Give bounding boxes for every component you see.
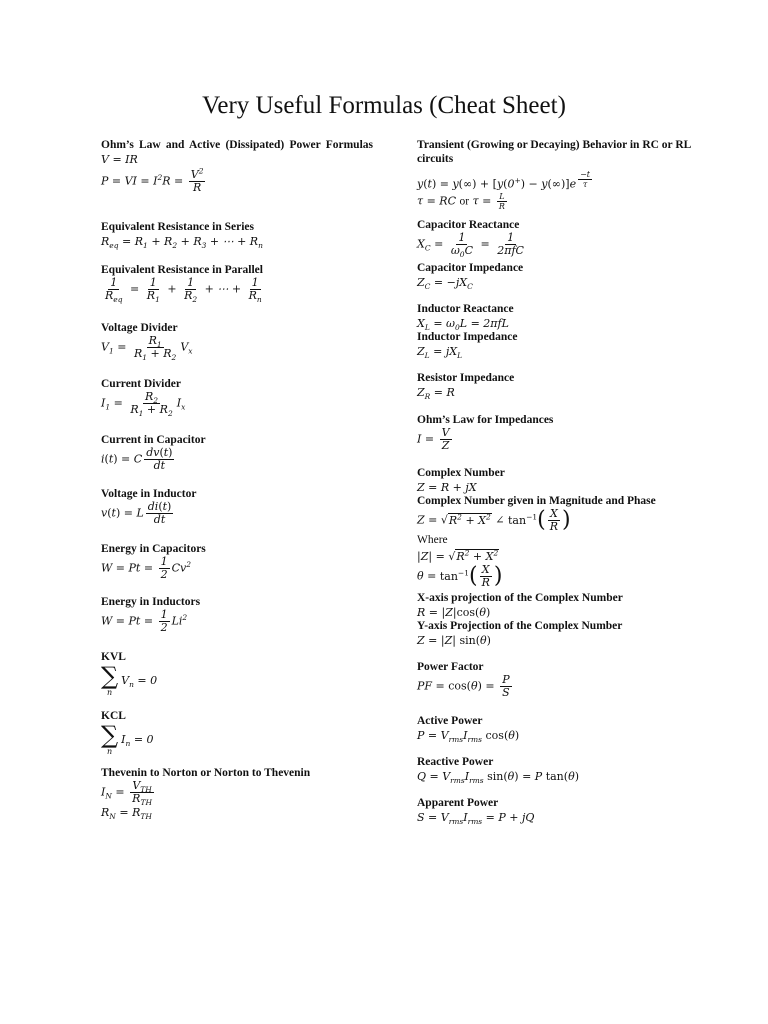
parallel-formula: $\frac{1}{R_{eq}}$ = $\frac{1}{R_1}$ + $\frac{1}{R_2}$ + ⋯ + $\frac{1}{R_n}$ [105, 276, 262, 305]
power-factor-heading: Power Factor [417, 661, 484, 673]
complex-number-formula: Z = R + jX [417, 481, 477, 494]
capacitor-impedance-heading: Capacitor Impedance [417, 262, 524, 274]
apparent-power-heading: Apparent Power [417, 797, 499, 809]
y-projection-heading: Y-axis Projection of the Complex Number [417, 620, 623, 632]
x-projection-formula: R = |Z|cos(θ) [417, 606, 491, 619]
inductor-reactance-heading: Inductor Reactance [417, 303, 514, 315]
page-title: Very Useful Formulas (Cheat Sheet) [202, 92, 566, 119]
inductor-impedance-heading: Inductor Impedance [417, 331, 518, 343]
parallel-heading: Equivalent Resistance in Parallel [101, 264, 263, 276]
kcl-formula: ∑ n $I_n = 0$ [101, 721, 154, 756]
inductor-reactance-section [417, 302, 700, 331]
inductor-energy-heading: Energy in Inductors [101, 596, 201, 608]
where-label: Where [417, 534, 448, 546]
capacitor-reactance-heading: Capacitor Reactance [417, 219, 520, 231]
apparent-power-section [417, 796, 700, 825]
current-divider-heading: Current Divider [101, 378, 181, 390]
capacitor-reactance-formula: $X_C$ = $\frac{1}{\omega_0C}$ = $\frac{1}{\text{2πfC}}$ [417, 231, 524, 260]
ohms-impedance-heading: Ohm’s Law for Impedances [417, 414, 554, 426]
inductor-energy-section [101, 595, 373, 634]
time-constant-formula: τ = RC or τ = $\frac{L}{R}$ [417, 191, 505, 211]
complex-number-section [417, 466, 700, 495]
y-projection-section [417, 619, 700, 648]
apparent-power-formula: $S = V_{rms}I_{rms} = P$ + jQ [417, 811, 535, 827]
kvl-section [101, 650, 373, 698]
ohms-law-section [101, 138, 373, 194]
power-factor-section [417, 660, 700, 699]
reactive-power-formula: $Q = V_{rms}I_{rms}$ sin(θ) = P tan(θ) [417, 770, 579, 786]
kcl-section [101, 709, 373, 757]
capacitor-impedance-section [417, 261, 700, 290]
active-power-section [417, 714, 700, 743]
phase-formula: $\theta = \tan^{-1}$( $\frac{X}{R}$ ) [417, 563, 503, 589]
norton-resistance-formula: $R_N = R_{TH}$ [101, 806, 152, 822]
inductor-energy-formula: W = Pt = $\frac{1}{2}$ Li$^2$ [101, 608, 188, 634]
transient-heading: Transient (Growing or Decaying) Behavior in RC or RL circuits [417, 139, 691, 165]
complex-magnitude-section [417, 494, 700, 589]
active-power-heading: Active Power [417, 715, 483, 727]
resistor-impedance-heading: Resistor Impedance [417, 372, 515, 384]
or-word: or [459, 195, 470, 207]
transient-formula: y(t) = y(∞) + [y(0+) − y(∞)]e $^{\frac{-t}{\tau}}$ [417, 170, 590, 191]
active-power-formula: $P = V_{rms}I_{rms}$ cos(θ) [417, 729, 520, 745]
series-formula: $R_{eq} = R_1 + R_2 + R_3$ + ⋯ + $R_n$ [101, 235, 263, 251]
thevenin-heading: Thevenin to Norton or Norton to Thevenin [101, 767, 311, 779]
resistor-impedance-section [417, 371, 700, 400]
resistor-impedance-formula: $Z_R = R$ [417, 386, 455, 402]
norton-current-formula: $I_N$ = $\frac{V_{TH}}{R_{TH}}$ [101, 779, 152, 808]
capacitor-energy-section [101, 542, 373, 581]
inductor-reactance-formula: $X_L = \omega_0L = 2\pi fL$ [417, 317, 509, 333]
ohms-law-heading: Ohm’s Law and Active (Dissipated) Power Formulas [101, 139, 373, 151]
voltage-divider-heading: Voltage Divider [101, 322, 178, 334]
capacitor-reactance-section [417, 218, 700, 260]
kvl-heading: KVL [101, 651, 126, 663]
y-projection-formula: Z = |Z| sin(θ) [417, 634, 491, 647]
transient-section [417, 138, 700, 211]
ohms-law-formula: V = IR [101, 153, 138, 166]
magnitude-formula: $|Z| = √R^2 + X^2$ [417, 548, 499, 563]
parallel-section [101, 263, 373, 305]
series-heading: Equivalent Resistance in Series [101, 221, 255, 233]
power-factor-formula: PF = cos(θ) = $\frac{P}{S}$ [417, 673, 510, 699]
voltage-divider-section [101, 321, 373, 363]
inductor-voltage-heading: Voltage in Inductor [101, 488, 197, 500]
x-projection-heading: X-axis projection of the Complex Number [417, 592, 623, 604]
inductor-voltage-section [101, 487, 373, 526]
ohms-impedance-section [417, 413, 700, 452]
thevenin-section [101, 766, 373, 820]
kcl-heading: KCL [101, 710, 126, 722]
current-divider-section [101, 377, 373, 419]
complex-magnitude-heading: Complex Number given in Magnitude and Phase [417, 495, 656, 507]
inductor-impedance-section [417, 330, 700, 359]
inductor-impedance-formula: $Z_L = jX_L$ [417, 345, 463, 361]
series-section [101, 220, 373, 249]
voltage-divider-formula: $V_1$ = $\frac{R_1}{R_1 + R_2}$ $V_x$ [101, 334, 193, 363]
complex-number-heading: Complex Number [417, 467, 505, 479]
complex-magnitude-formula: $Z = √R^2 + X^2$ ∠ $\tan^{-1}$( $\frac{X}{R}$ ) [417, 507, 571, 533]
kvl-formula: ∑ n $V_n = 0$ [101, 662, 158, 697]
power-formula: P = VI = $I^2R$ = $\frac{V^2}{R}$ [101, 166, 204, 194]
reactive-power-heading: Reactive Power [417, 756, 494, 768]
capacitor-current-formula: i(t) = C $\frac{dv(t)}{dt}$ [101, 446, 173, 472]
reactive-power-section [417, 755, 700, 784]
inductor-voltage-formula: v(t) = L $\frac{di(t)}{dt}$ [101, 500, 172, 526]
capacitor-current-heading: Current in Capacitor [101, 434, 206, 446]
capacitor-energy-formula: W = Pt = $\frac{1}{2}$ Cv$^2$ [101, 555, 191, 581]
x-projection-section [417, 591, 700, 620]
capacitor-impedance-formula: $Z_C = -jX_C$ [417, 276, 473, 292]
capacitor-energy-heading: Energy in Capacitors [101, 543, 206, 555]
ohms-impedance-formula: I = $\frac{V}{Z}$ [417, 426, 450, 452]
current-divider-formula: $I_1$ = $\frac{R_2}{R_1 + R_2}$ $I_x$ [101, 390, 186, 419]
capacitor-current-section [101, 433, 373, 472]
